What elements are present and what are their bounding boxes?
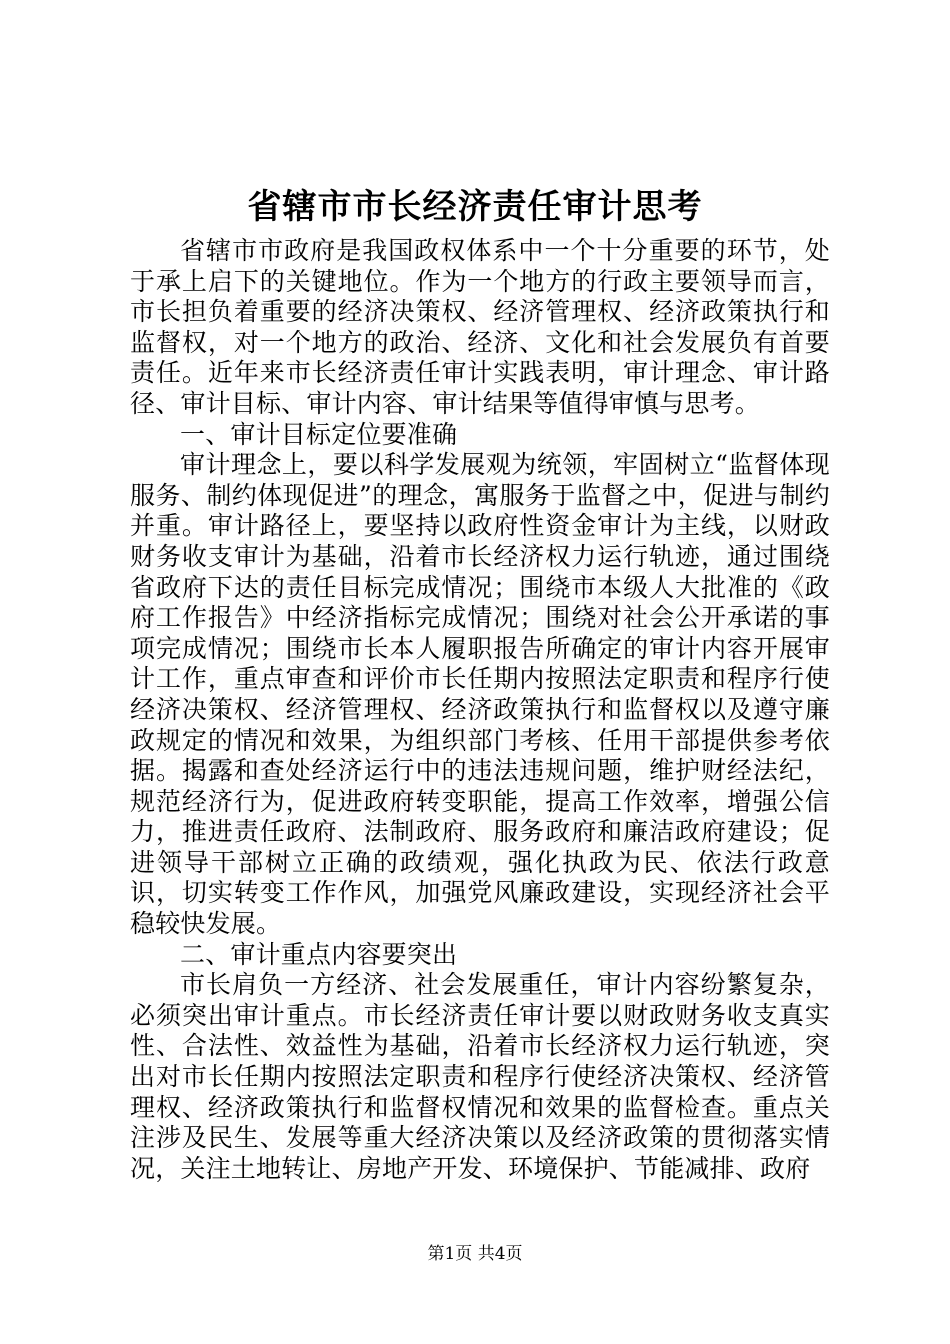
section-1-paragraph: 审计理念上，要以科学发展观为统领，牢固树立“监督体现服务、制约体现促进”的理念，寓服务于监督之中，促进与制约并重。审计路径上，要坚持以政府性资金审计为主线，以财政财务收支审计为基础，沿着市长经济权力运行轨迹，通过围绕省政府下达的责任目标完成情况；围绕市本级人大批准的《政府工作报告》中经济指标完成情况；围绕对社会公开承诺的事项完成情况；围绕市长本人履职报告所确定的审计内容开展审计工作，重点审查和评价市长任期内按照法定职责和程序行使经济决策权、经济管理权、经济政策执行和监督权以及遵守廉政规定的情况和效果，为组织部门考核、任用干部提供参考依据。揭露和查处经济运行中的违法违规问题，维护财经法纪，规范经济行为，促进政府转变职能，提高工作效率，增强公信力，推进责任政府、法制政府、服务政府和廉洁政府建设；促进领导干部树立正确的政绩观，强化执政为民、依法行政意识，切实转变工作作风，加强党风廉政建设，实现经济社会平稳较快发展。 [130,450,830,939]
intro-paragraph: 省辖市市政府是我国政权体系中一个十分重要的环节，处于承上启下的关键地位。作为一个地方的行政主要领导而言，市长担负着重要的经济决策权、经济管理权、经济政策执行和监督权，对一个地方的政治、经济、文化和社会发展负有首要责任。近年来市长经济责任审计实践表明，审计理念、审计路径、审计目标、审计内容、审计结果等值得审慎与思考。 [130,236,830,418]
document-title: 省辖市市长经济责任审计思考 [247,187,703,227]
document-body [130,236,830,1184]
page-footer: 第1页 共4页 [427,1244,523,1264]
section-heading-2: 二、审计重点内容要突出 [180,939,458,969]
section-heading-1: 一、审计目标定位要准确 [180,419,458,449]
section-2-paragraph: 市长肩负一方经济、社会发展重任，审计内容纷繁复杂，必须突出审计重点。市长经济责任审计要以财政财务收支真实性、合法性、效益性为基础，沿着市长经济权力运行轨迹，突出对市长任期内按照法定职责和程序行使经济决策权、经济管理权、经济政策执行和监督权情况和效果的监督检查。重点关注涉及民生、发展等重大经济决策以及经济政策的贯彻落实情况，关注土地转让、房地产开发、环境保护、节能减排、政府 [130,970,830,1183]
